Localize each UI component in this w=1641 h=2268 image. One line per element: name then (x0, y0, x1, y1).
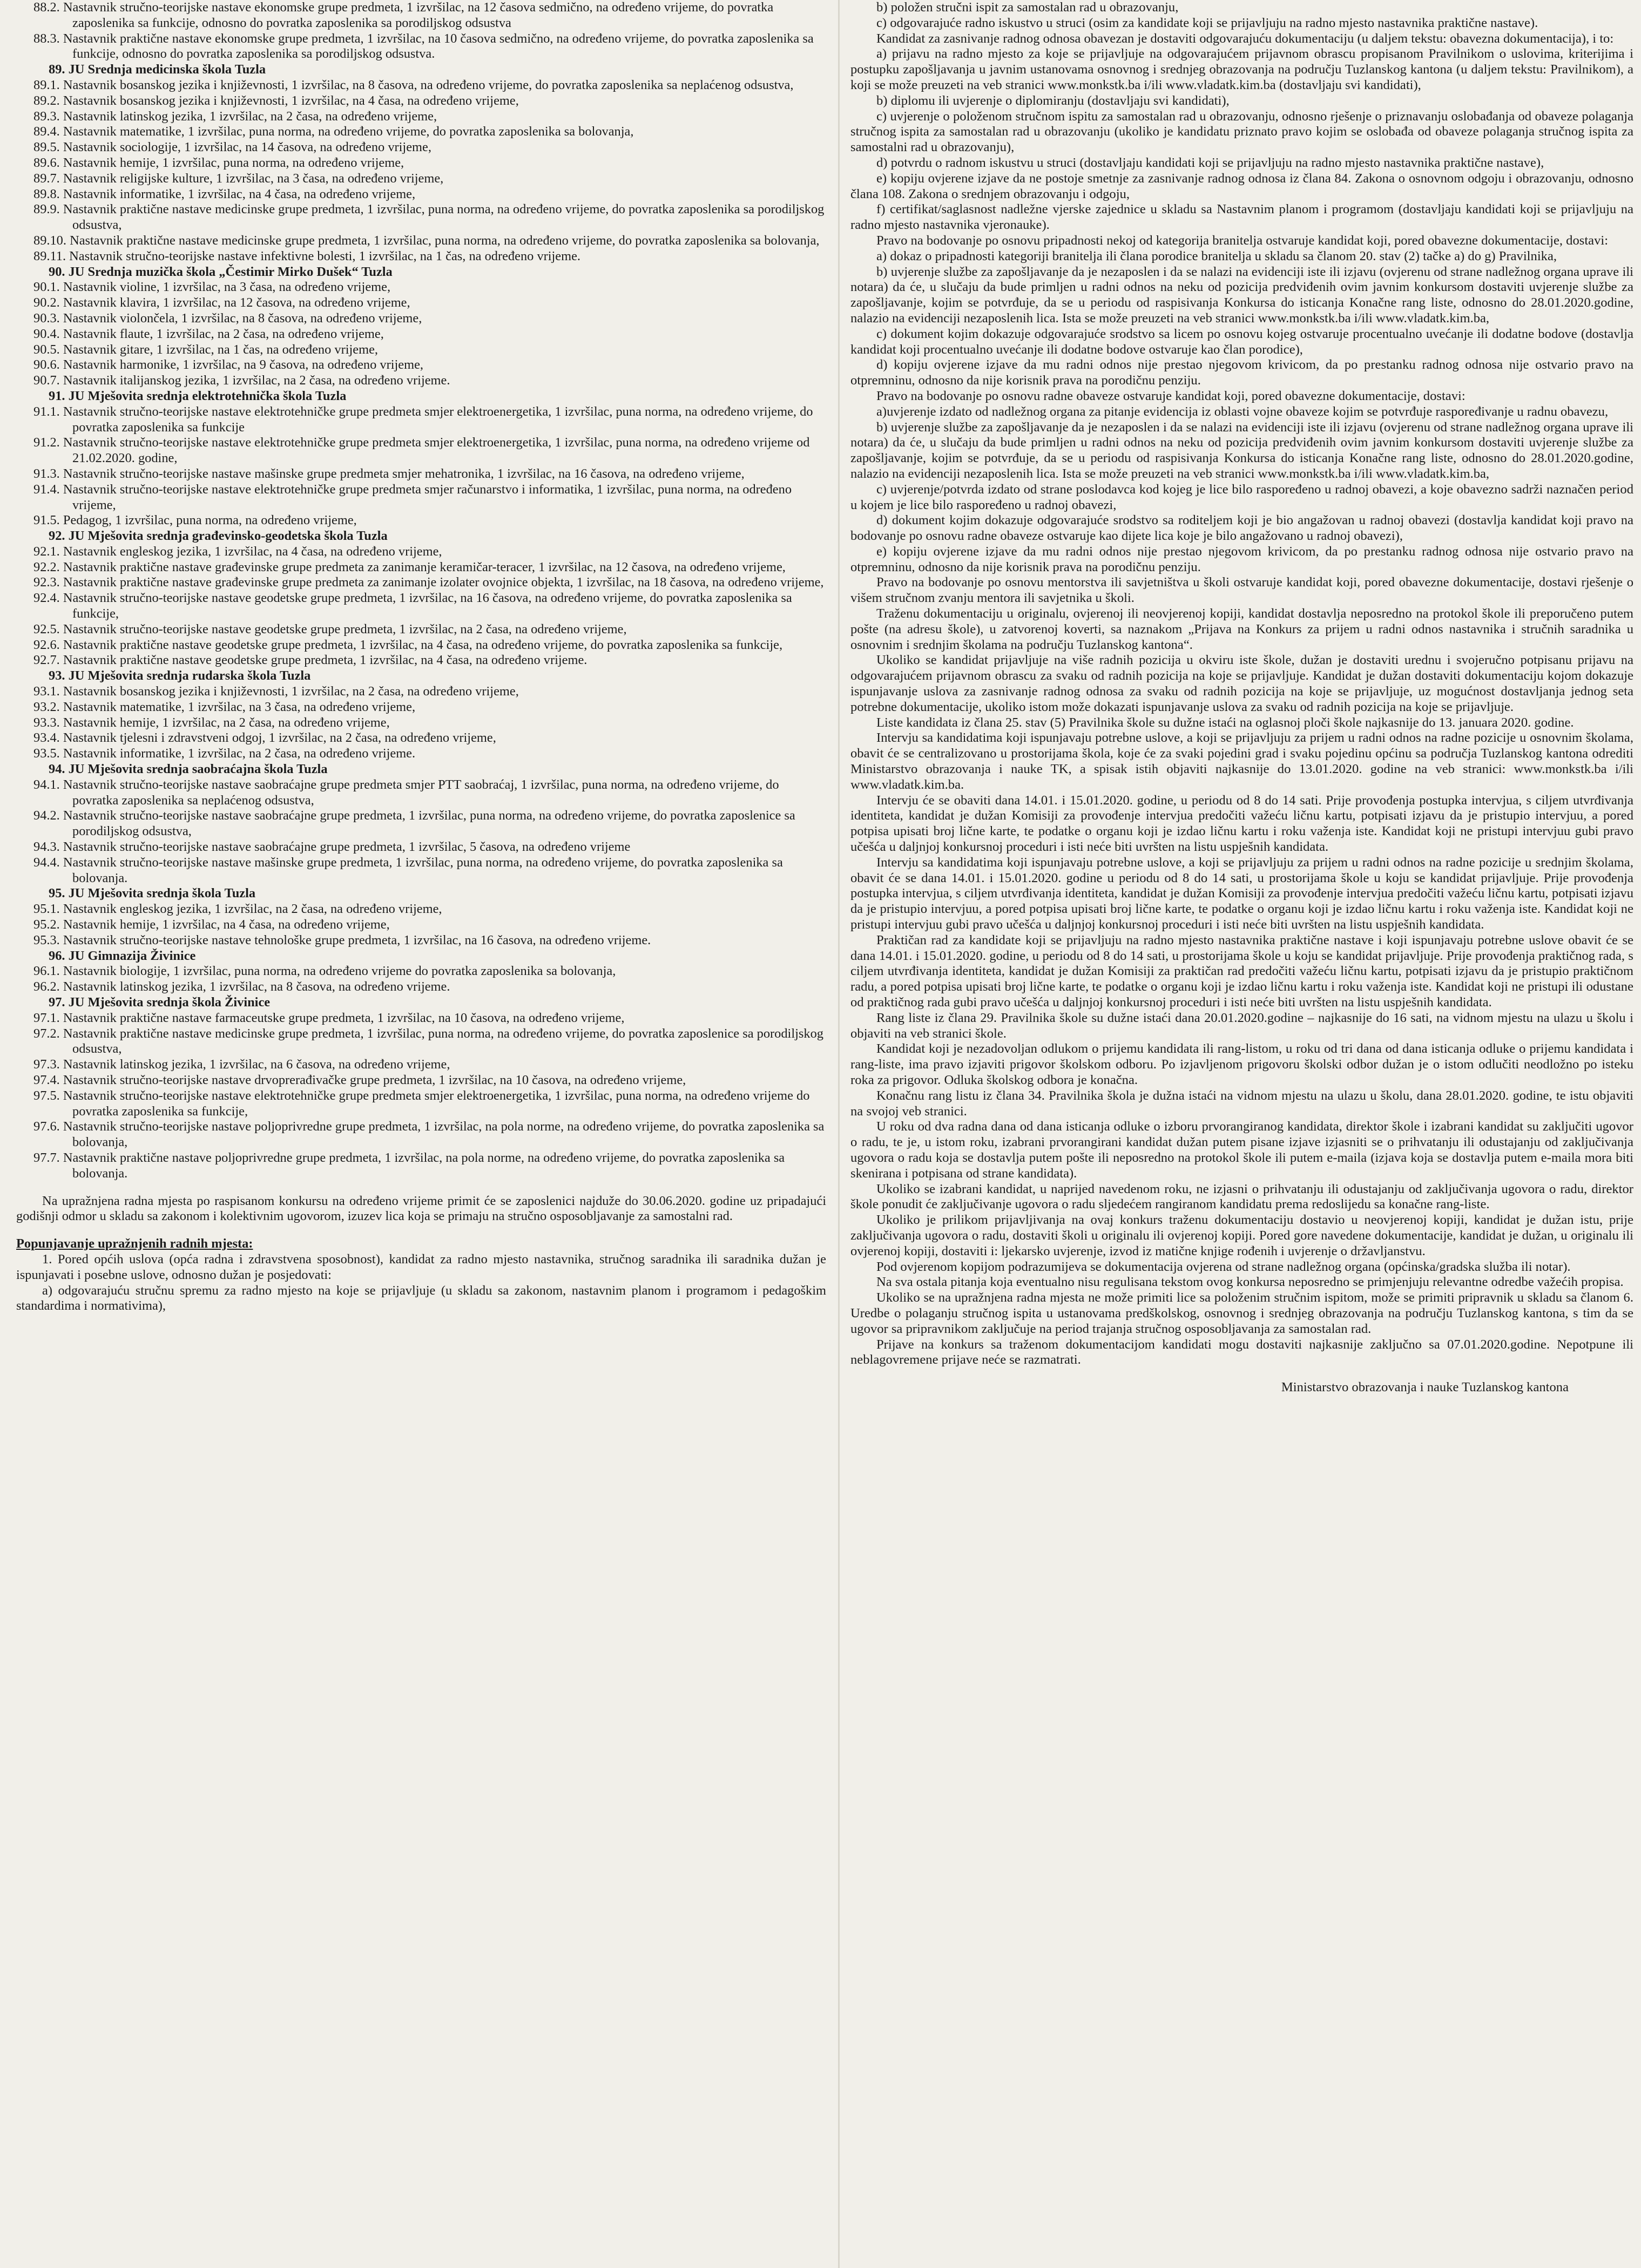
job-item: 97.3. Nastavnik latinskog jezika, 1 izvršilac, na 6 časova, na određeno vrijeme, (33, 1057, 450, 1072)
job-item: 93.2. Nastavnik matematike, 1 izvršilac, na 3 časa, na određeno vrijeme, (33, 699, 416, 714)
job-item: 89.10. Nastavnik praktične nastave medicinske grupe predmeta, 1 izvršilac, puna norma, na određeno vrijeme, do povratka zaposlenika sa bolovanja, (33, 233, 820, 248)
paragraph: d) dokument kojim dokazuje odgovarajuće srodstvo sa roditeljem koji je bio angažovan u radnoj obavezi (dostavlja kandidat koji pravo na bodovanje po osnovu radne obaveze ostvaruje kao dijete lica koje je bilo angažovano u radnoj obavezi), (850, 513, 1633, 544)
paragraph: a)uvjerenje izdato od nadležnog organa za pitanje evidencija iz oblasti vojne obaveze kojim se potvrđuje raspoređivanje u radnu obavezu, (876, 404, 1609, 419)
job-item: 92.2. Nastavnik praktične nastave građevinske grupe predmeta za zanimanje keramičar-teracer, 1 izvršilac, na 12 časova, na određeno vrijeme, (33, 559, 786, 574)
paragraph: Kandidat za zasnivanje radnog odnosa obavezan je dostaviti odgovarajuću dokumentaciju (u daljem tekstu: obavezna dokumentacija), i to: (876, 31, 1614, 46)
school-heading: 97. JU Mješovita srednja škola Živinice (49, 995, 271, 1010)
job-item: 93.4. Nastavnik tjelesni i zdravstveni odgoj, 1 izvršilac, na 2 časa, na određeno vrijeme, (33, 730, 496, 746)
job-item: 92.3. Nastavnik praktične nastave građevinske grupe predmeta za zanimanje izolater ovojnice objekta, 1 izvršilac, na 18 časova, na određeno vrijeme, (33, 575, 824, 590)
job-item: 91.2. Nastavnik stručno-teorijske nastave elektrotehničke grupe predmeta smjer elektroenergetika, 1 izvršilac, puna norma, na određeno vrijeme od 21.02.2020. godine, (33, 435, 810, 466)
school-heading: 94. JU Mješovita srednja saobraćajna škola Tuzla (49, 762, 328, 777)
paragraph: Intervju sa kandidatima koji ispunjavaju potrebne uslove, a koji se prijavljuju za prijem u radni odnos na radne pozicije u srednjim školama, obavit će se dana 14.01. i 15.01.2020. godine u periodu od 8 do 14 sati, u prostorijama škole u koju se kandidat prijavljuje. Prije provođenja postupka intervjua, s ciljem utvrđivanja identiteta, kandidat je dužan Komisiji za provođenje intervjua predočiti važeću ličnu kartu, potpisati izjavu da je pristupio intervjuu, a pored potpisa upisati broj lične karte, te podatke o organu koji je izdao ličnu kartu i roku važenja iste. Kandidat koji ne pristupi intervjuu gubi pravo učešća u daljnjoj konkursnoj proceduri i isti neće biti uvršten na listu uspješnih kandidata. (850, 855, 1633, 932)
job-item: 89.7. Nastavnik religijske kulture, 1 izvršilac, na 3 časa, na određeno vrijeme, (33, 171, 444, 186)
paragraph: Traženu dokumentaciju u originalu, ovjerenoj ili neovjerenoj kopiji, kandidat dostavlja neposredno na protokol škole ili preporučeno putem pošte (na adresu škole), u zatvorenoj koverti, sa naznakom „Prijava na Konkurs za prijem u radni odnos nastavnika i stručnih saradnika u osnovnim i srednjim školama na području Tuzlanskog kantona“. (850, 606, 1633, 652)
paragraph: U roku od dva radna dana od dana isticanja odluke o izboru prvorangiranog kandidata, direktor škole i izabrani kandidat su zaključiti ugovor o radu, te je, u istom roku, izabrani prvorangirani kandidat dužan putem pisane izjave izjasniti se o prihvatanju ili odustajanju od zaključivanja ugovora o radu koja se dostavlja putem pošte ili neposredno na protokol škole ili putem e-maila (izjava koja se dostavlja putem e-maila mora biti skenirana i potpisana od strane kandidata). (850, 1119, 1633, 1181)
paragraph: b) uvjerenje službe za zapošljavanje da je nezaposlen i da se nalazi na evidenciji iste ili izjavu (ovjerenu od strane nadležnog organa uprave ili notara) da će, u slučaju da bude primljen u radni odnos na neku od pozicija predviđenih ovim javnim konkursom dostaviti uvjerenje službe za zapošljavanje, kojim se potvrđuje, da se u periodu od raspisivanja Konkursa do isticanja Konačne rang liste, odnosno do 28.01.2020.godine, nalazio na evidenciji nezaposlenih lica. Ista se može preuzeti na veb stranici www.monkstk.ba i/ili www.vladatk.kim.ba, (850, 419, 1633, 481)
paragraph: c) odgovarajuće radno iskustvo u struci (osim za kandidate koji se prijavljuju na radno mjesto nastavnika praktične nastave). (876, 15, 1538, 30)
school-heading: 91. JU Mješovita srednja elektrotehnička škola Tuzla (49, 388, 347, 403)
job-item: 89.8. Nastavnik informatike, 1 izvršilac, na 4 časa, na određeno vrijeme, (33, 186, 416, 201)
job-item: 89.4. Nastavnik matematike, 1 izvršilac, puna norma, na određeno vrijeme, do povratka zaposlenika sa bolovanja, (33, 124, 634, 139)
paragraph: Ukoliko je prilikom prijavljivanja na ovaj konkurs traženu dokumentaciju dostavio u neovjerenoj kopiji, kandidat je dužan istu, prije zaključivanja ugovora o radu, dostaviti školi u originalu ili ovjerenoj kopiji. Pored gore navedene dokumentacije, kandidat je dužan, u originalu ili ovjerenoj kopiji, dostaviti i: ljekarsko uvjerenje, izvod iz matične knjige rođenih i uvjerenje o državljanstvu. (850, 1213, 1633, 1258)
job-item: 92.1. Nastavnik engleskog jezika, 1 izvršilac, na 4 časa, na određeno vrijeme, (33, 544, 442, 559)
school-heading: 95. JU Mješovita srednja škola Tuzla (49, 886, 256, 901)
job-item: 88.3. Nastavnik praktične nastave ekonomske grupe predmeta, 1 izvršilac, na 10 časova sedmično, na određeno vrijeme, do povratka zaposlenika sa funkcije, odnosno do povratka zaposlenika sa porodiljskog odsustva. (33, 31, 814, 62)
paragraph: c) uvjerenje/potvrda izdato od strane poslodavca kod kojeg je lice bilo raspoređeno u radnoj obavezi, a koje obavezno sadrži naznačen period u kojem je lice bilo raspoređeno u radnoj obavezi, (850, 482, 1633, 512)
job-item: 91.4. Nastavnik stručno-teorijske nastave elektrotehničke grupe predmeta smjer računarstvo i informatika, 1 izvršilac, puna norma, na određeno vrijeme, (33, 482, 792, 512)
paragraph: Konačnu rang listu iz člana 34. Pravilnika škola je dužna istaći na vidnom mjestu na ulazu u školu, dana 28.01.2020. godine, te istu objaviti na svojoj veb stranici. (850, 1088, 1633, 1119)
paragraph: Pravo na bodovanje po osnovu radne obaveze ostvaruje kandidat koji, pored obavezne dokumentacije, dostavi: (876, 388, 1466, 403)
paragraph: Na sva ostala pitanja koja eventualno nisu regulisana tekstom ovog konkursa neposredno se primjenjuju relevantne odredbe važećih propisa. (876, 1275, 1624, 1290)
job-item: 93.1. Nastavnik bosanskog jezika i književnosti, 1 izvršilac, na 2 časa, na određeno vrijeme, (33, 684, 519, 699)
job-item: 97.5. Nastavnik stručno-teorijske nastave elektrotehničke grupe predmeta smjer elektroenergetika, 1 izvršilac, puna norma, na određeno vrijeme do povratka zaposlenika sa funkcije, (33, 1088, 810, 1119)
job-item: 91.1. Nastavnik stručno-teorijske nastave elektrotehničke grupe predmeta smjer elektroenergetika, 1 izvršilac, puna norma, na određeno vrijeme, do povratka zaposlenika sa funkcije (33, 404, 813, 435)
job-item: 97.6. Nastavnik stručno-teorijske nastave poljoprivredne grupe predmeta, 1 izvršilac, na pola norme, na određeno vrijeme, do povratka zaposlenika sa bolovanja, (33, 1119, 825, 1150)
paragraph: Praktičan rad za kandidate koji se prijavljuju na radno mjesto nastavnika praktične nastave i koji ispunjavaju potrebne uslove obavit će se dana 14.01. i 15.01.2020. godine, u periodu od 8 do 14 sati, u prostorijama škole u koju se kandidat prijavljuje. Prije provođenja praktičnog rada, s ciljem utvrđivanja identiteta, kandidat je dužan Komisiji za praktičan rad predočiti važeću ličnu kartu, potpisati izjavu da je pristupio praktičnom radu, a pored potpisa upisati broj lične karte, te podatke o organu koji je izdao ličnu kartu i roku važenja iste. Kandidat koji ne pristupi ili odustane od praktičnog rada gubi pravo učešća u daljnjoj konkursnoj proceduri i isti neće biti uvršten na listu uspješnih kandidata. (850, 932, 1633, 1010)
paragraph: b) uvjerenje službe za zapošljavanje da je nezaposlen i da se nalazi na evidenciji iste ili izjavu (ovjerenu od strane nadležnog organa uprave ili notara) da će, u slučaju da bude primljen u radni odnos na neku od pozicija predviđenih ovim javnim konkursom dostaviti uvjerenje službe za zapošljavanje, kojim se potvrđuje, da se u periodu od raspisivanja Konkursa do isticanja Konačne rang liste, odnosno do 28.01.2020.godine, nalazio na evidenciji nezaposlenih lica. Ista se može preuzeti na veb stranici www.monkstk.ba i/ili www.vladatk.kim.ba, (850, 264, 1633, 326)
paragraph: d) kopiju ovjerene izjave da mu radni odnos nije prestao njegovom krivicom, da po prestanku radnog odnosa nije ostvario pravo na otpremninu, odnosno da nije korisnik prava na porodičnu penziju. (850, 357, 1633, 388)
school-heading: 93. JU Mješovita srednja rudarska škola Tuzla (49, 668, 311, 683)
job-item: 96.1. Nastavnik biologije, 1 izvršilac, puna norma, na određeno vrijeme do povratka zaposlenika sa bolovanja, (33, 964, 616, 979)
paragraph: Kandidat koji je nezadovoljan odlukom o prijemu kandidata ili rang-listom, u roku od tri dana od dana isticanja odluke o prijemu kandidata i rang-liste, ima pravo izjaviti prigovor školskom odboru. Po izjavljenom prigovoru školski odbor dužan je o istom odlučiti neodložno po isteku roka za prigovor. Odluka školskog odbora je konačna. (850, 1041, 1633, 1087)
paragraph: Pravo na bodovanje po osnovu mentorstva ili savjetništva u školi ostvaruje kandidat koji, pored obavezne dokumentacije, dostavi rješenje o višem stručnom zvanju mentora ili savjetnika u školi. (850, 575, 1633, 606)
school-heading: 89. JU Srednja medicinska škola Tuzla (49, 62, 266, 77)
job-item: 89.1. Nastavnik bosanskog jezika i književnosti, 1 izvršilac, na 8 časova, na određeno vrijeme, do povratka zaposlenika sa neplaćenog odsustva, (33, 77, 794, 92)
spacer (16, 1224, 826, 1236)
job-item: 90.2. Nastavnik klavira, 1 izvršilac, na 12 časova, na određeno vrijeme, (33, 295, 410, 310)
job-item: 92.4. Nastavnik stručno-teorijske nastave geodetske grupe predmeta, 1 izvršilac, na 16 časova, na određeno vrijeme, do povratka zaposlenika sa funkcije, (33, 591, 792, 621)
job-item: 90.1. Nastavnik violine, 1 izvršilac, na 3 časa, na određeno vrijeme, (33, 280, 391, 295)
spacer (850, 1368, 1633, 1380)
job-item: 92.7. Nastavnik praktične nastave geodetske grupe predmeta, 1 izvršilac, na 4 časa, na određeno vrijeme. (33, 653, 587, 668)
job-item: 93.3. Nastavnik hemije, 1 izvršilac, na 2 časa, na određeno vrijeme, (33, 715, 390, 730)
paragraph: a) dokaz o pripadnosti kategoriji branitelja ili člana porodice branitelja u skladu sa članom 20. stav (2) tačke a) do g) Pravilnika, (876, 248, 1557, 263)
job-item: 89.5. Nastavnik sociologije, 1 izvršilac, na 14 časova, na određeno vrijeme, (33, 140, 431, 155)
section-heading: Popunjavanje upražnjenih radnih mjesta: (16, 1236, 253, 1251)
paragraph: Ukoliko se na upražnjena radna mjesta ne može primiti lice sa položenim stručnim ispitom, može se primiti pripravnik u skladu sa članom 6. Uredbe o polaganju stručnog ispita u ustanovama predškolskog, osnovnog i srednjeg obrazovanja na području Tuzlanskog kantona, s tim da se ugovor sa pripravnikom zaključuje na period trajanja stručnog osposobljavanja za samostalan rad. (850, 1290, 1633, 1336)
job-item: 91.3. Nastavnik stručno-teorijske nastave mašinske grupe predmeta smjer mehatronika, 1 izvršilac, na 16 časova, na određeno vrijeme, (33, 466, 745, 481)
job-item: 89.11. Nastavnik stručno-teorijske nastave infektivne bolesti, 1 izvršilac, na 1 čas, na određeno vrijeme. (33, 248, 581, 263)
job-item: 88.2. Nastavnik stručno-teorijske nastave ekonomske grupe predmeta, 1 izvršilac, na 12 časova sedmično, na određeno vrijeme, do povratka zaposlenika sa funkcije, odnosno do povratka zaposlenika sa porodiljskog odsustva (33, 0, 774, 30)
paragraph: Liste kandidata iz člana 25. stav (5) Pravilnika škole su dužne istaći na oglasnoj ploči škole najkasnije do 13. januara 2020. godine. (876, 715, 1574, 730)
paragraph: f) certifikat/saglasnost nadležne vjerske zajednice u skladu sa Nastavnim planom i programom (dostavljaju kandidati koji se prijavljuju na radno mjesto nastavnika vjeronauke). (850, 202, 1633, 233)
job-item: 90.4. Nastavnik flaute, 1 izvršilac, na 2 časa, na određeno vrijeme, (33, 326, 384, 341)
paragraph: e) kopiju ovjerene izjave da mu radni odnos nije prestao njegovom krivicom, da po prestanku radnog odnosa nije ostvario pravo na otpremninu, odnosno da nije korisnik prava na porodičnu penziju. (850, 544, 1633, 574)
paragraph: d) potvrdu o radnom iskustvu u struci (dostavljaju kandidati koji se prijavljuju na radno mjesto nastavnika praktične nastave), (876, 155, 1544, 170)
paragraph: a) odgovarajuću stručnu spremu za radno mjesto na koje se prijavljuje (u skladu sa zakonom, nastavnim planom i programom i pedagoškim standardima i normativima), (16, 1283, 826, 1314)
paragraph: Pod ovjerenom kopijom podrazumijeva se dokumentacija ovjerena od strane nadležnog organa (općinska/gradska služba ili notar). (876, 1259, 1571, 1274)
job-item: 94.3. Nastavnik stručno-teorijske nastave saobraćajne grupe predmeta, 1 izvršilac, 5 časova, na određeno vrijeme (33, 840, 631, 855)
paragraph: b) diplomu ili uvjerenje o diplomiranju (dostavljaju svi kandidati), (876, 93, 1230, 108)
job-item: 92.5. Nastavnik stručno-teorijske nastave geodetske grupe predmeta, 1 izvršilac, na 2 časa, na određeno vrijeme, (33, 621, 627, 637)
paragraph: b) položen stručni ispit za samostalan rad u obrazovanju, (876, 0, 1179, 15)
job-item: 90.5. Nastavnik gitare, 1 izvršilac, na 1 čas, na određeno vrijeme, (33, 342, 379, 357)
job-item: 89.6. Nastavnik hemije, 1 izvršilac, puna norma, na određeno vrijeme, (33, 155, 404, 170)
job-item: 91.5. Pedagog, 1 izvršilac, puna norma, na određeno vrijeme, (33, 513, 357, 528)
job-item: 96.2. Nastavnik latinskog jezika, 1 izvršilac, na 8 časova, na određeno vrijeme. (33, 979, 450, 994)
job-item: 93.5. Nastavnik informatike, 1 izvršilac, na 2 časa, na određeno vrijeme. (33, 746, 416, 761)
job-item: 94.4. Nastavnik stručno-teorijske nastave mašinske grupe predmeta, 1 izvršilac, puna norma, na određeno vrijeme, do povratka zaposlenika sa bolovanja. (33, 855, 783, 885)
job-item: 97.4. Nastavnik stručno-teorijske nastave drvoprerađivačke grupe predmeta, 1 izvršilac, na 10 časova, na određeno vrijeme, (33, 1072, 686, 1087)
right-column (850, 0, 1633, 2268)
job-item: 90.3. Nastavnik violončela, 1 izvršilac, na 8 časova, na određeno vrijeme, (33, 310, 422, 326)
paragraph: c) uvjerenje o položenom stručnom ispitu za samostalan rad u obrazovanju, odnosno rješenje o priznavanju oslobađanja od obaveze polaganja stručnog ispita za samostalan rad u obrazovanju (ukoliko je kandidatu priznato pravo kojim se oslobađa od obaveze polaganja stručnog ispita za samostalni rad u obrazovanju), (850, 109, 1633, 155)
paragraph: Ukoliko se izabrani kandidat, u naprijed navedenom roku, ne izjasni o prihvatanju ili odustajanju od zaključivanja ugovora o radu, direktor škole ponudit će zaključivanje ugovora o radu sljedećem rangiranom kandidatu prema redoslijedu sa konačne rang-liste. (850, 1181, 1633, 1212)
job-item: 95.3. Nastavnik stručno-teorijske nastave tehnološke grupe predmeta, 1 izvršilac, na 16 časova, na određeno vrijeme. (33, 932, 651, 947)
paragraph: Intervju će se obaviti dana 14.01. i 15.01.2020. godine, u periodu od 8 do 14 sati. Prije provođenja postupka intervjua, s ciljem utvrđivanja identiteta, kandidat je dužan Komisiji za provođenje intervjua predočiti važeću ličnu kartu, potpisati izjavu da je pristupio intervjuu, a pored potpisa upisati broj lične karte, te podatke o organu koji je izdao ličnu kartu i roku važenja iste. Kandidat koji ne pristupi intervjuu gubi pravo učešća u daljnjoj konkursnoj proceduri i isti neće biti uvršten na listu uspješnih kandidata. (850, 793, 1633, 855)
paragraph: Na upražnjena radna mjesta po raspisanom konkursu na određeno vrijeme primit će se zaposlenici najduže do 30.06.2020. godine uz pripadajući godišnji odmor u skladu sa zakonom i kolektivnim ugovorom, izuzev lica koja se primaju na stručno osposobljavanje za samostalni rad. (16, 1193, 826, 1224)
spacer (16, 1182, 826, 1194)
job-item: 97.7. Nastavnik praktične nastave poljoprivredne grupe predmeta, 1 izvršilac, na pola norme, na određeno vrijeme, do povratka zaposlenika sa bolovanja. (33, 1150, 785, 1181)
job-item: 97.1. Nastavnik praktične nastave farmaceutske grupe predmeta, 1 izvršilac, na 10 časova, na određeno vrijeme, (33, 1010, 625, 1025)
paragraph: 1. Pored općih uslova (opća radna i zdravstvena sposobnost), kandidat za radno mjesto nastavnika, stručnog saradnika ili saradnika dužan je ispunjavati i posebne uslove, odnosno dužan je posjedovati: (16, 1251, 826, 1282)
school-heading: 96. JU Gimnazija Živinice (49, 948, 196, 963)
signature-line: Ministarstvo obrazovanja i nauke Tuzlanskog kantona (1281, 1380, 1569, 1395)
paragraph: e) kopiju ovjerene izjave da ne postoje smetnje za zasnivanje radnog odnosa iz člana 84. Zakona o osnovnom odgoju i obrazovanju, odnosno člana 108. Zakona o srednjem obrazovanju i odgoju, (850, 171, 1633, 201)
paragraph: Rang liste iz člana 29. Pravilnika škole su dužne istaći dana 20.01.2020.godine – najkasnije do 16 sati, na vidnom mjestu na ulazu u školu i objaviti na veb stranici škole. (850, 1010, 1633, 1041)
job-item: 90.7. Nastavnik italijanskog jezika, 1 izvršilac, na 2 časa, na određeno vrijeme. (33, 373, 450, 388)
job-item: 90.6. Nastavnik harmonike, 1 izvršilac, na 9 časova, na određeno vrijeme, (33, 357, 424, 373)
job-item: 89.3. Nastavnik latinskog jezika, 1 izvršilac, na 2 časa, na određeno vrijeme, (33, 109, 437, 124)
paragraph: Intervju sa kandidatima koji ispunjavaju potrebne uslove, a koji se prijavljuju za prijem u radni odnos na radne pozicije u osnovnim školama, obavit će se centralizovano u prostorijama škola, koje će za svaki pojedini grad i svaku pojedinu općinu sa područja Tuzlanskog kantona odrediti Ministarstvo obrazovanja i nauke TK, a spisak istih objaviti najkasnije do 13.01.2020. godine na veb stranici: www.monkstk.ba i/ili www.vladatk.kim.ba. (850, 730, 1633, 792)
paragraph: c) dokument kojim dokazuje odgovarajuće srodstvo sa licem po osnovu kojeg ostvaruje procentualno uvećanje ili dodatne bodove (dostavlja kandidat koji procentualno uvećanje ili dodatne bodove ostvaruje kao član porodice), (850, 326, 1633, 357)
job-item: 89.2. Nastavnik bosanskog jezika i književnosti, 1 izvršilac, na 4 časa, na određeno vrijeme, (33, 93, 519, 108)
job-item: 94.2. Nastavnik stručno-teorijske nastave saobraćajne grupe predmeta, 1 izvršilac, puna norma, na određeno vrijeme, do povratka zaposlenice sa porodiljskog odsustva, (33, 808, 795, 839)
job-item: 95.1. Nastavnik engleskog jezika, 1 izvršilac, na 2 časa, na određeno vrijeme, (33, 902, 442, 917)
column-fold (838, 0, 840, 2268)
job-item: 97.2. Nastavnik praktične nastave medicinske grupe predmeta, 1 izvršilac, puna norma, na određeno vrijeme, do povratka zaposlenice sa porodiljskog odsustva, (33, 1026, 823, 1057)
paragraph: Pravo na bodovanje po osnovu pripadnosti nekoj od kategorija branitelja ostvaruje kandidat koji, pored obavezne dokumentacije, dostavi: (876, 233, 1609, 248)
job-item: 94.1. Nastavnik stručno-teorijske nastave saobraćajne grupe predmeta smjer PTT saobraćaj, 1 izvršilac, puna norma, na određeno vrijeme, do povratka zaposlenika sa neplaćenog odsustva, (33, 777, 779, 808)
paragraph: Ukoliko se kandidat prijavljuje na više radnih pozicija u okviru iste škole, dužan je dostaviti urednu i svojeručno potpisanu prijavu na odgovarajućem prijavnom obrascu za svaku od radnih pozicija na koje se prijavljuje. Kandidat je dužan dostaviti dokumentaciju kojom dokazuje ispunjavanje uslova za zasnivanje radnog odnosa za svaku od radnih pozicija na koje se prijavljuje, uz mogućnost dostavljanja jednog seta potrebne dokumentacije, ukoliko istom može dokazati ispunjavanje uslova za svaku od radnih pozicija na koje se prijavljuje. (850, 653, 1633, 714)
paragraph: a) prijavu na radno mjesto za koje se prijavljuje na odgovarajućem prijavnom obrascu propisanom Pravilnikom o uslovima, kriterijima i postupku zapošljavanja u javnim ustanovama osnovnog i srednjeg obrazovanja na području Tuzlanskog kantona (u daljem tekstu: Pravilnikom), a koji se može preuzeti na veb stranici www.monkstk.ba i/ili www.vladatk.kim.ba (dostavljaju svi kandidati), (850, 46, 1633, 92)
job-item: 92.6. Nastavnik praktične nastave geodetske grupe predmeta, 1 izvršilac, na 4 časa, na određeno vrijeme, do povratka zaposlenika sa funkcije, (33, 637, 783, 652)
job-item: 95.2. Nastavnik hemije, 1 izvršilac, na 4 časa, na određeno vrijeme, (33, 917, 390, 932)
left-column (16, 0, 826, 2268)
paragraph: Prijave na konkurs sa traženom dokumentacijom kandidati mogu dostaviti najkasnije zaključno sa 07.01.2020.godine. Nepotpune ili neblagovremene prijave neće se razmatrati. (850, 1337, 1633, 1367)
job-item: 89.9. Nastavnik praktične nastave medicinske grupe predmeta, 1 izvršilac, puna norma, na određeno vrijeme, do povratka zaposlenika sa porodiljskog odsustva, (33, 202, 825, 233)
school-heading: 90. JU Srednja muzička škola „Čestimir Mirko Dušek“ Tuzla (49, 264, 393, 279)
school-heading: 92. JU Mješovita srednja građevinsko-geodetska škola Tuzla (49, 529, 388, 544)
